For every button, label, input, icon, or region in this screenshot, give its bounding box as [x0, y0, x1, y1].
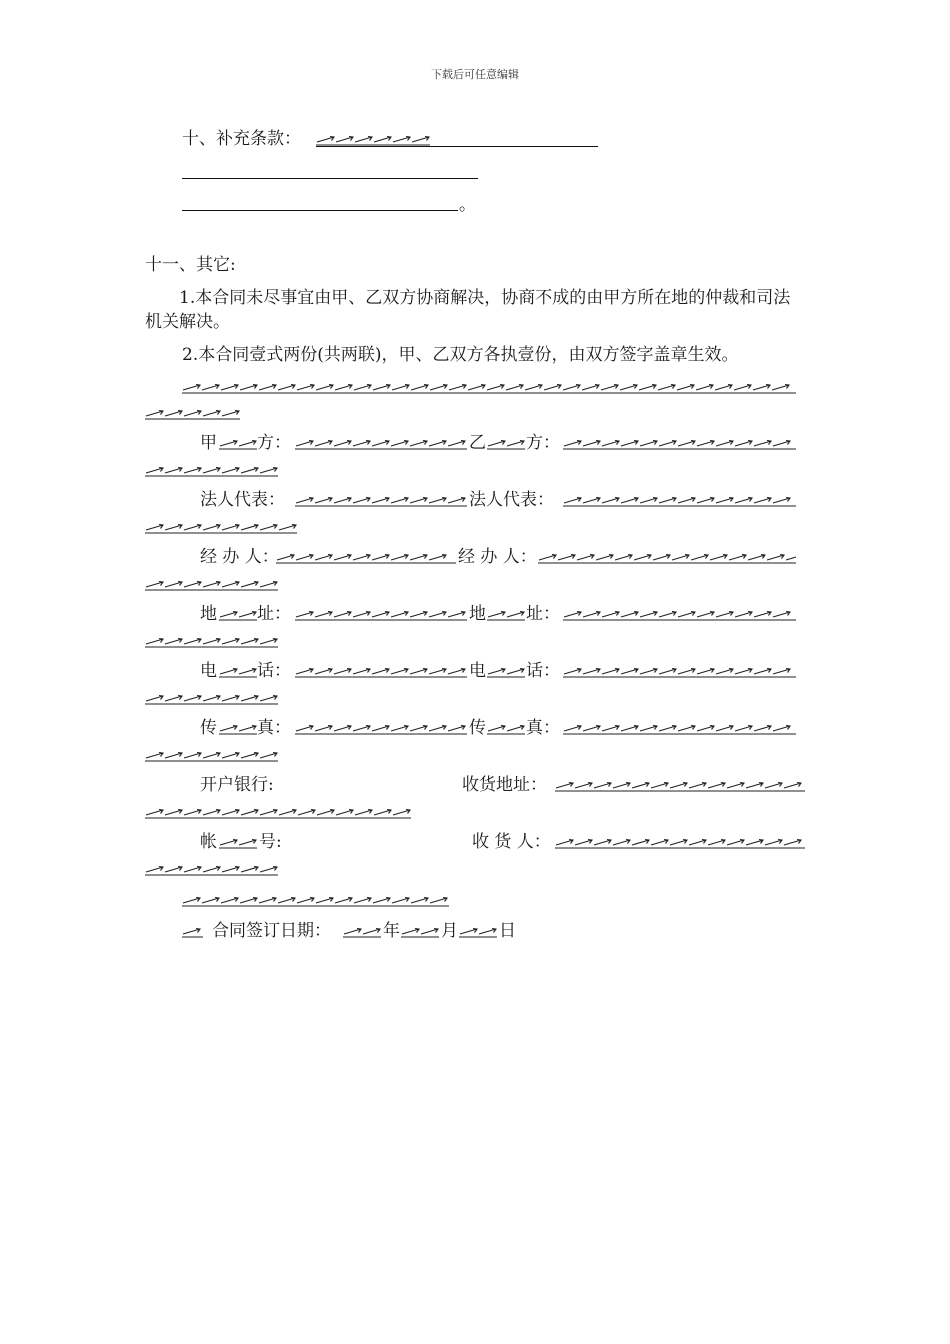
delivery-address-label: 收货地址：: [462, 775, 547, 795]
tab-leader: [145, 807, 411, 819]
tab-leader: [145, 579, 278, 591]
tab-leader: [295, 609, 467, 621]
clause-2: 2.本合同壹式两份(共两联)，甲、乙双方各执壹份，由双方签字盖章生效。: [182, 345, 739, 365]
tab-leader: [145, 864, 278, 876]
tab-leader: [295, 495, 467, 507]
tab-leader: [555, 780, 805, 792]
address-a-label: 地: [200, 604, 217, 624]
tab-leader: [182, 895, 449, 907]
tab-leader: [487, 723, 525, 735]
party-a-label: 甲: [200, 433, 217, 453]
legal-rep-b-label: 法人代表：: [469, 490, 554, 510]
consignee-label: 收 货 人：: [472, 832, 551, 852]
fax-b-label-b: 真：: [526, 718, 560, 738]
tab-leader: [295, 438, 467, 450]
address-b-label: 地: [469, 604, 486, 624]
fax-a-label: 传: [200, 718, 217, 738]
date-month-label: 月: [441, 921, 458, 941]
fill-line: [316, 146, 598, 147]
party-b-label-b: 方：: [526, 433, 560, 453]
phone-a-label: 电: [200, 661, 217, 681]
tab-leader: [219, 837, 257, 849]
bank-label: 开户银行:: [200, 775, 274, 795]
party-a-label-b: 方：: [257, 433, 291, 453]
tab-leader: [295, 723, 467, 735]
tab-leader: [487, 609, 525, 621]
supplement-end-mark: 。: [459, 195, 476, 215]
tab-leader: [145, 522, 297, 534]
tab-leader: [145, 636, 278, 648]
phone-b-label: 电: [469, 661, 486, 681]
tab-leader: [563, 609, 796, 621]
tab-leader: [401, 926, 439, 938]
tab-leader: [219, 609, 257, 621]
phone-b-label-b: 话：: [526, 661, 560, 681]
address-a-label-b: 址：: [257, 604, 291, 624]
supplement-label: 十、补充条款：: [182, 129, 301, 149]
tab-leader: [145, 408, 240, 420]
tab-leader: [563, 723, 796, 735]
account-label-b: 号:: [259, 832, 282, 852]
tab-leader: [555, 837, 805, 849]
tab-leader: [538, 552, 796, 564]
tab-leader: [487, 438, 525, 450]
phone-a-label-b: 话：: [257, 661, 291, 681]
tab-leader: [276, 552, 456, 564]
tab-leader: [219, 666, 257, 678]
sign-date-label: 合同签订日期：: [212, 921, 331, 941]
tab-leader: [145, 465, 278, 477]
tab-leader: [487, 666, 525, 678]
fax-a-label-b: 真：: [257, 718, 291, 738]
other-heading: 十一、其它:: [145, 255, 236, 275]
date-year-label: 年: [383, 921, 400, 941]
tab-leader: [145, 750, 278, 762]
tab-leader: [563, 495, 796, 507]
tab-leader: [145, 693, 278, 705]
tab-leader: [219, 723, 257, 735]
fax-b-label: 传: [469, 718, 486, 738]
address-b-label-b: 址：: [526, 604, 560, 624]
fill-line: [182, 178, 478, 179]
tab-leader: [182, 382, 796, 394]
party-b-label: 乙: [469, 433, 486, 453]
account-label: 帐: [200, 832, 217, 852]
tab-leader: [219, 438, 257, 450]
tab-leader: [343, 926, 381, 938]
tab-leader: [563, 438, 796, 450]
legal-rep-a-label: 法人代表：: [200, 490, 285, 510]
tab-leader: [316, 134, 430, 146]
tab-leader: [295, 666, 467, 678]
tab-leader: [459, 926, 497, 938]
date-day-label: 日: [499, 921, 516, 941]
clause-1: 1.本合同未尽事宜由甲、乙双方协商解决，协商不成的由甲方所在地的仲裁和司法机关解决。: [145, 288, 791, 332]
tab-leader: [182, 926, 203, 938]
handler-a-label: 经 办 人：: [200, 547, 279, 567]
fill-line: [182, 210, 458, 211]
page-header-note: 下载后可任意编辑: [431, 68, 519, 81]
tab-leader: [563, 666, 796, 678]
handler-b-label: 经 办 人：: [458, 547, 537, 567]
